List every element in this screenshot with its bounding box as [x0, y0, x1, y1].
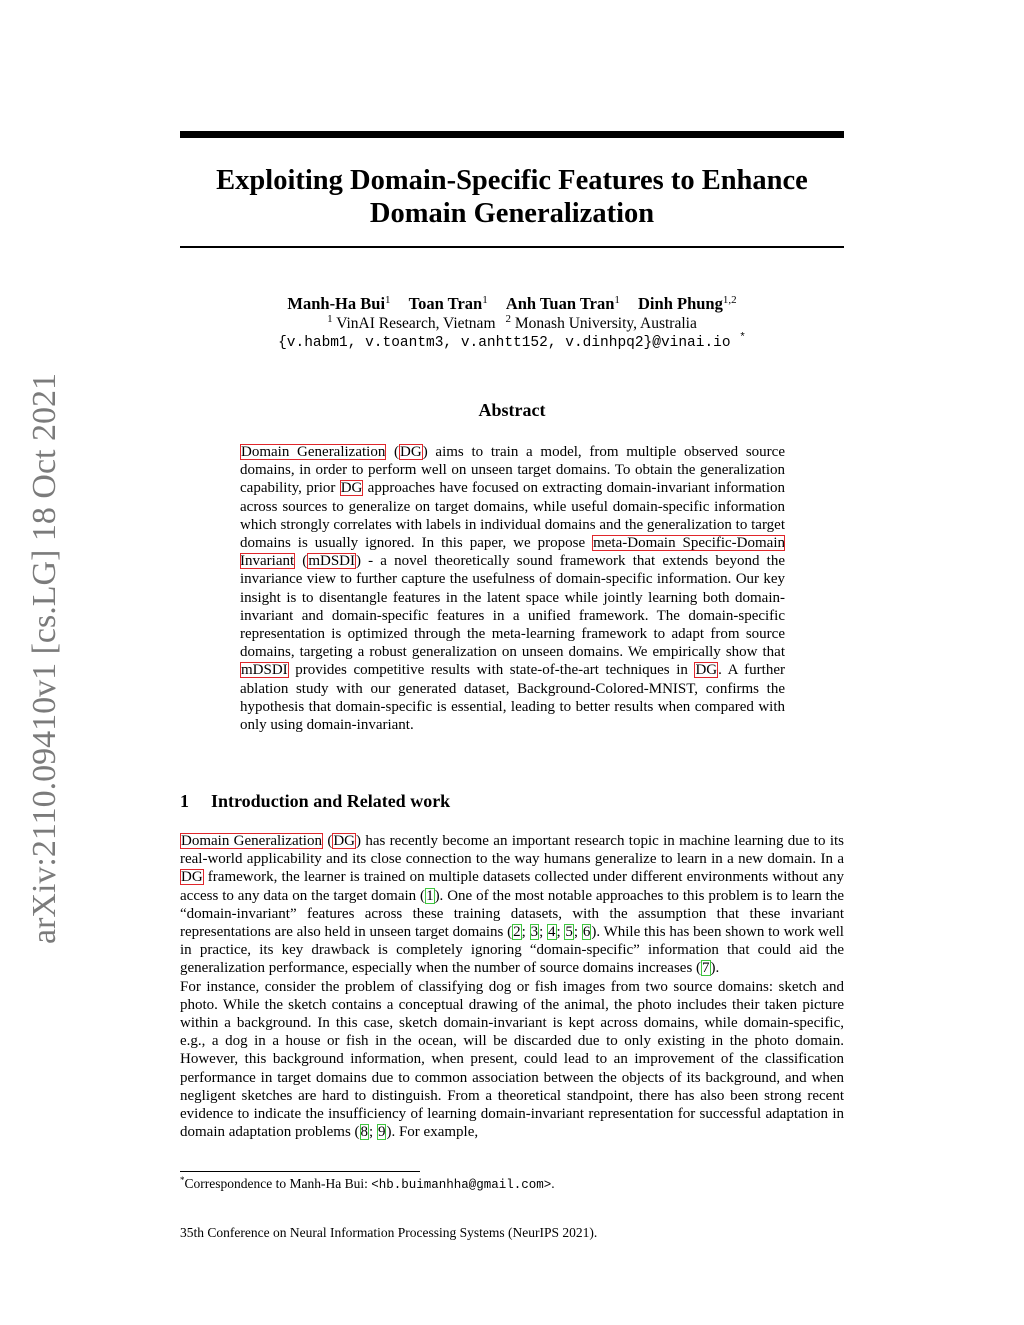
abstract-text: . A further ablation study with our generated dataset, Background-Colored-MNIST, confirms the hypothesis that domain-specific is essential, leading to better results when compared with only using domain-invariant. [240, 662, 785, 734]
abstract-text: ( [295, 553, 308, 570]
citation-link[interactable]: 9 [377, 1124, 386, 1141]
acronym-link-mdsdi-full[interactable]: meta-Domain Specific-Domain Invariant [240, 535, 786, 570]
acronym-link-dg[interactable]: DG [340, 480, 363, 497]
title-line-1: Exploiting Domain-Specific Features to Enhance [216, 165, 808, 196]
section-heading-introduction [180, 789, 844, 813]
acronym-link-dg-full[interactable]: Domain Generalization [241, 444, 386, 460]
abstract-paragraph [240, 443, 785, 734]
abstract-text: ) - a novel theoretically sound framework that extends beyond the invariance view to further capture the usefulness of domain-specific information. Our key insight is to disentangle features in the latent space while jointly learning both domain-invariant and domain-specific features in a unified framework. The domain-specific representation is optimized through the meta-learning framework to adapt from source domains, targeting a robust generalization on unseen domains. We empirically show that [240, 553, 786, 661]
intro-text: ) has recently become an important research topic in machine learning due to its real-world applicability and its close connection to the way humans generalize to learn in a new domain. In a [180, 833, 844, 868]
intro-text: For instance, consider the problem of classifying dog or fish images from two source domains: sketch and photo. While the sketch contains a conceptual drawing of the animal, the photo includes their taken picture within a background. In this case, sketch domain-invariant is kept across domains, while domain-specific, e.g., a dog in a house or fish in the ocean, will be discarded due to only existing in the photo domain. However, this background information, when present, could lead to an improvement of the classification performance in target domains due to common association between the objects of its background, and when negligent sketches are hard to distinguish. From a theoretical standpoint, there has also been strong recent evidence to indicate the insufficiency of learning domain-invariant representation for successful adaptation in domain adaptation problems ( [180, 978, 844, 1141]
footnote-rule [180, 1171, 420, 1172]
intro-text: ). For example, [386, 1124, 479, 1141]
footnote [180, 1175, 844, 1194]
author-3-name: Anh Tuan Tran [505, 294, 615, 313]
citation-link[interactable]: 8 [360, 1124, 369, 1141]
author-3 [506, 294, 620, 313]
intro-text: ). One of the most notable approaches to this problem is to learn the “domain-invariant” features across these training datasets, with the assumption that these invariant representations are also held in unseen target domains ( [180, 887, 844, 941]
citation-link[interactable]: 2 [513, 924, 521, 941]
intro-text: framework, the learner is trained on multiple datasets collected under different environments without any access to any data on the target domain ( [180, 869, 844, 904]
footnote-marker: * [180, 1175, 185, 1185]
author-1-name: Manh-Ha Bui [287, 294, 386, 313]
author-1 [287, 294, 390, 313]
citation-link[interactable]: 1 [426, 887, 434, 904]
abstract-text: provides competitive results with state-of-the-art techniques in [288, 662, 695, 679]
intro-paragraph-1: Domain Generalization (DG) has recently become an important research topic in machine learning due to its real-world applicability and its close connection to the way humans generalize to learn in a new domain. In a DG framework, the learner is trained on multiple datasets collected under different environments without any access to any data on the target domain (1). One of the most notable approaches to this problem is to learn the “domain-invariant” features across these training datasets, with the assumption that these invariant representations are also held in unseen target domains (2; 3; 4; 5; 6). While this has been shown to work well in practice, its key drawback is completely ignoring “domain-specific” information that could aid the generalization performance, especially when the number of source domains increases (7). [180, 833, 844, 977]
author-4-name: Dinh Phung [638, 294, 723, 313]
acronym-link-dg[interactable]: DG [400, 444, 422, 460]
abstract-text: approaches have focused on extracting domain-invariant information across sources to generalize on target domains, while useful domain-specific information which strongly correlates with labels in individual domains and the generalization to target domains is usually ignored. In this paper, we propose [240, 480, 785, 552]
title-line-2: Domain Generalization [369, 198, 655, 229]
author-1-sup: 1 [385, 294, 391, 306]
email-footnote-marker[interactable]: * [739, 332, 746, 344]
intro-paragraph-2: For instance, consider the problem of classifying dog or fish images from two source domains: sketch and photo. While the sketch contains a conceptual drawing of the animal, the photo includes their taken picture within a background. In this case, sketch domain-invariant is kept across domains, while domain-specific, e.g., a dog in a house or fish in the ocean, will be discarded due to only existing in the photo domain. However, this background information, when present, could lead to an improvement of the classification performance in target domains due to common association between the objects of its background, and when negligent sketches are hard to distinguish. From a theoretical standpoint, there has also been strong recent evidence to indicate the insufficiency of learning domain-invariant representation for successful adaptation in domain adaptation problems (8; 9). For example, [180, 978, 844, 1141]
citation-link[interactable]: 5 [565, 924, 573, 941]
acronym-link-dg-full[interactable]: Domain Generalization [181, 833, 322, 849]
affiliation-2: Monash University, Australia [511, 315, 697, 332]
acronym-link-mdsdi[interactable]: mDSDI [308, 553, 355, 570]
citation-link[interactable]: 6 [582, 924, 591, 941]
section-title: Introduction and Related work [211, 791, 451, 811]
intro-text: ). [710, 960, 720, 977]
author-2 [409, 294, 488, 313]
affiliations [180, 314, 844, 334]
acronym-link-dg[interactable]: DG [181, 869, 203, 886]
title-top-rule [180, 131, 844, 138]
intro-text: ( [322, 833, 333, 849]
author-4 [638, 294, 737, 313]
affiliation-1: VinAI Research, Vietnam [332, 315, 496, 332]
author-4-sup: 1,2 [722, 294, 737, 306]
paper-title [180, 164, 844, 230]
acronym-link-mdsdi[interactable]: mDSDI [241, 662, 288, 679]
abstract-text: ) aims to train a model, from multiple observed source domains, in order to perform well on unseen target domains. To obtain the generalization capability, prior [240, 444, 785, 497]
author-2-name: Toan Tran [408, 294, 483, 313]
abstract-body [240, 443, 785, 734]
affiliation-1-sup: 1 [327, 313, 333, 325]
conference-note: 35th Conference on Neural Information Processing Systems (NeurIPS 2021). [180, 1225, 598, 1240]
affiliation-2-sup: 2 [505, 313, 511, 325]
citation-link[interactable]: 4 [548, 924, 556, 941]
author-list [180, 293, 844, 315]
title-bottom-rule [180, 246, 844, 248]
introduction-body [180, 832, 844, 1141]
author-3-sup: 1 [614, 294, 620, 306]
arxiv-stamp: arXiv:2110.09410v1 [cs.LG] 18 Oct 2021 [26, 373, 63, 944]
citation-link[interactable]: 7 [702, 960, 710, 977]
intro-text: ). While this has been shown to work well in practice, its key drawback is completely ignoring “domain-specific” information that could aid the generalization performance, especially when the number of source domains increases ( [180, 924, 844, 977]
section-number: 1 [180, 791, 189, 811]
footnote-email[interactable]: <hb.buimanhha@gmail.com> [371, 1178, 552, 1192]
footnote-text: Correspondence to Manh-Ha Bui: [184, 1176, 372, 1191]
acronym-link-dg[interactable]: DG [695, 662, 718, 679]
citation-link[interactable]: 3 [530, 924, 539, 941]
author-2-sup: 1 [482, 294, 488, 306]
footnote-end: . [551, 1176, 555, 1191]
abstract-text: ( [386, 444, 400, 460]
email-list: {v.habm1, v.toantm3, v.anhtt152, v.dinhpq2}@vinai.io [278, 335, 731, 351]
abstract-heading: Abstract [478, 400, 546, 420]
author-emails [180, 333, 844, 353]
acronym-link-dg[interactable]: DG [333, 833, 355, 849]
